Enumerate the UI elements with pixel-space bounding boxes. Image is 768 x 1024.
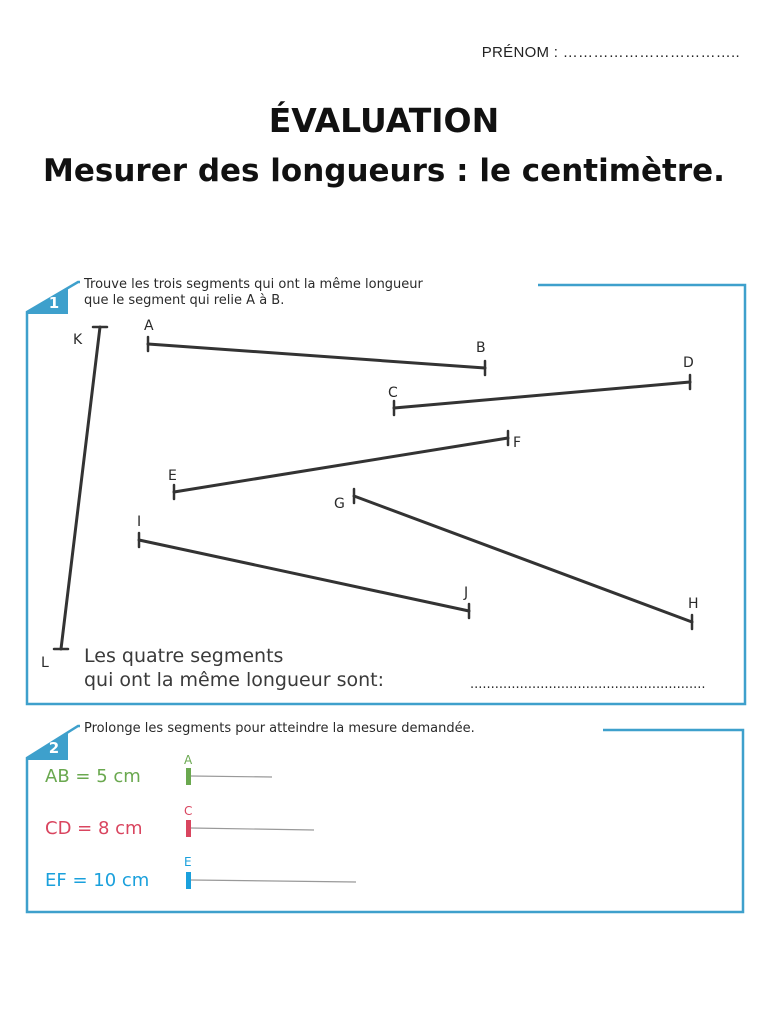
- point-label-e: E: [168, 468, 177, 484]
- point-label-d: D: [683, 355, 694, 371]
- page-subtitle: Mesurer des longueurs : le centimètre.: [43, 153, 725, 189]
- answer-line-1: Les quatre segments: [84, 645, 284, 667]
- measure-cd-label: CD = 8 cm: [45, 818, 143, 839]
- measure-cd-line[interactable]: [191, 828, 314, 830]
- exercise-1-instruction-line1: Trouve les trois segments qui ont la même longueur: [84, 277, 423, 292]
- segment-ij: [139, 540, 469, 611]
- segment-ab: [148, 344, 485, 368]
- measure-ef-start-label: E: [184, 855, 192, 869]
- segment-cd: [394, 382, 690, 408]
- point-label-f: F: [513, 435, 522, 451]
- exercise-1: [27, 277, 745, 704]
- exercise-1-badge: [27, 288, 68, 314]
- point-label-b: B: [476, 340, 486, 356]
- answer-dots[interactable]: .........................................................: [470, 677, 706, 692]
- measure-ef-label: EF = 10 cm: [45, 870, 150, 891]
- measure-ab-start-label: A: [184, 753, 193, 767]
- measure-ef-line[interactable]: [191, 880, 356, 882]
- measure-cd-tick: [186, 820, 191, 837]
- exercise-2-number: 2: [48, 739, 60, 757]
- point-label-g: G: [334, 496, 345, 512]
- point-label-l: L: [41, 655, 49, 671]
- segment-ef: [174, 438, 508, 492]
- prenom-label: PRÉNOM :: [481, 44, 559, 61]
- exercise-1-number: 1: [48, 294, 60, 312]
- measure-cd-start-label: C: [184, 804, 193, 818]
- answer-line-2: qui ont la même longueur sont:: [84, 669, 385, 691]
- exercise-1-instruction-line2: que le segment qui relie A à B.: [84, 293, 285, 308]
- point-label-i: I: [137, 514, 142, 530]
- measure-ef-tick: [186, 872, 191, 889]
- page-title: ÉVALUATION: [268, 101, 500, 140]
- point-label-k: K: [73, 332, 83, 348]
- exercise-2-badge: [27, 733, 68, 760]
- exercise-2-instruction: Prolonge les segments pour atteindre la mesure demandée.: [84, 721, 475, 736]
- prenom-dots[interactable]: ……………………………..: [562, 44, 740, 61]
- point-label-j: J: [464, 585, 469, 601]
- point-label-h: H: [688, 596, 699, 612]
- measure-ab-tick: [186, 768, 191, 785]
- measure-ab-line[interactable]: [191, 776, 272, 777]
- exercise-2: [27, 721, 743, 912]
- point-label-c: C: [388, 385, 398, 401]
- measure-ab-label: AB = 5 cm: [45, 766, 141, 787]
- point-label-a: A: [144, 318, 154, 334]
- segment-kl: [61, 327, 100, 649]
- exercise-1-frame: [27, 282, 745, 704]
- segment-gh: [354, 496, 692, 622]
